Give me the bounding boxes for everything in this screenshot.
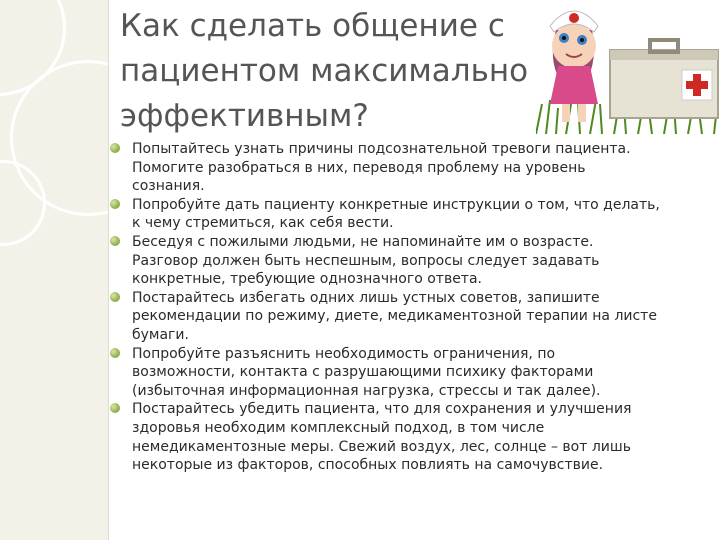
title-line: Как сделать общение с: [120, 8, 505, 44]
first-aid-kit: [610, 40, 718, 118]
list-item-line: к чему стремиться, как себя вести.: [132, 215, 394, 232]
list-item-line: Помогите разобраться в них, переводя проблему на уровень: [132, 159, 586, 176]
list-item: [132, 400, 712, 474]
list-item-line: здоровья необходим комплексный подход, в том числе: [132, 419, 545, 436]
list-item-line: Попытайтесь узнать причины подсознательной тревоги пациента.: [132, 141, 631, 157]
list-item: [132, 196, 712, 233]
bullet-icon: [110, 403, 120, 413]
list-item-line: Беседуя с пожилыми людьми, не напоминайте им о возрасте.: [132, 233, 594, 250]
doctor-character: [550, 11, 598, 122]
list-item-line: Попробуйте разъяснить необходимость ограничения, по: [132, 345, 556, 362]
list-item-line: Постарайтесь убедить пациента, что для сохранения и улучшения: [132, 401, 632, 418]
bullet-icon: [110, 199, 120, 209]
list-item-line: возможности, контакта с разрушающими психику факторами: [132, 364, 594, 381]
list-item-line: конкретные, требующие однозначного ответа.: [132, 271, 482, 288]
list-item-line: Постарайтесь избегать одних лишь устных советов, запишите: [132, 289, 600, 306]
list-item-line: (избыточная информационная нагрузка, стрессы и так далее).: [132, 382, 601, 399]
title-line: эффективным?: [120, 98, 369, 134]
list-item-line: некоторые из факторов, способных повлиять на самочувствие.: [132, 457, 604, 474]
list-item: [132, 345, 712, 401]
list-item-line: немедикаментозные меры. Свежий воздух, лес, солнце – вот лишь: [132, 438, 631, 455]
list-item: [132, 140, 712, 196]
list-item-line: рекомендации по режиму, диете, медикаментозной терапии на листе: [132, 308, 657, 325]
title-line: пациентом максимально: [120, 53, 529, 89]
bullet-icon: [110, 292, 120, 302]
list-item-line: бумаги.: [132, 326, 189, 343]
list-item-line: Попробуйте дать пациенту конкретные инструкции о том, что делать,: [132, 196, 660, 213]
bullet-icon: [110, 143, 120, 153]
band-divider: [108, 0, 109, 540]
list-item: [132, 289, 712, 345]
list-item: [132, 233, 712, 289]
slide-title: [120, 4, 550, 139]
doctor-cartoon-with-first-aid-kit-icon: [536, 0, 720, 134]
list-item-line: Разговор должен быть неспешным, вопросы следует задавать: [132, 252, 600, 269]
decorative-band: [0, 0, 108, 540]
bullet-icon: [110, 236, 120, 246]
list-item-line: сознания.: [132, 178, 205, 195]
bullet-icon: [110, 348, 120, 358]
bullet-list: [132, 140, 712, 475]
